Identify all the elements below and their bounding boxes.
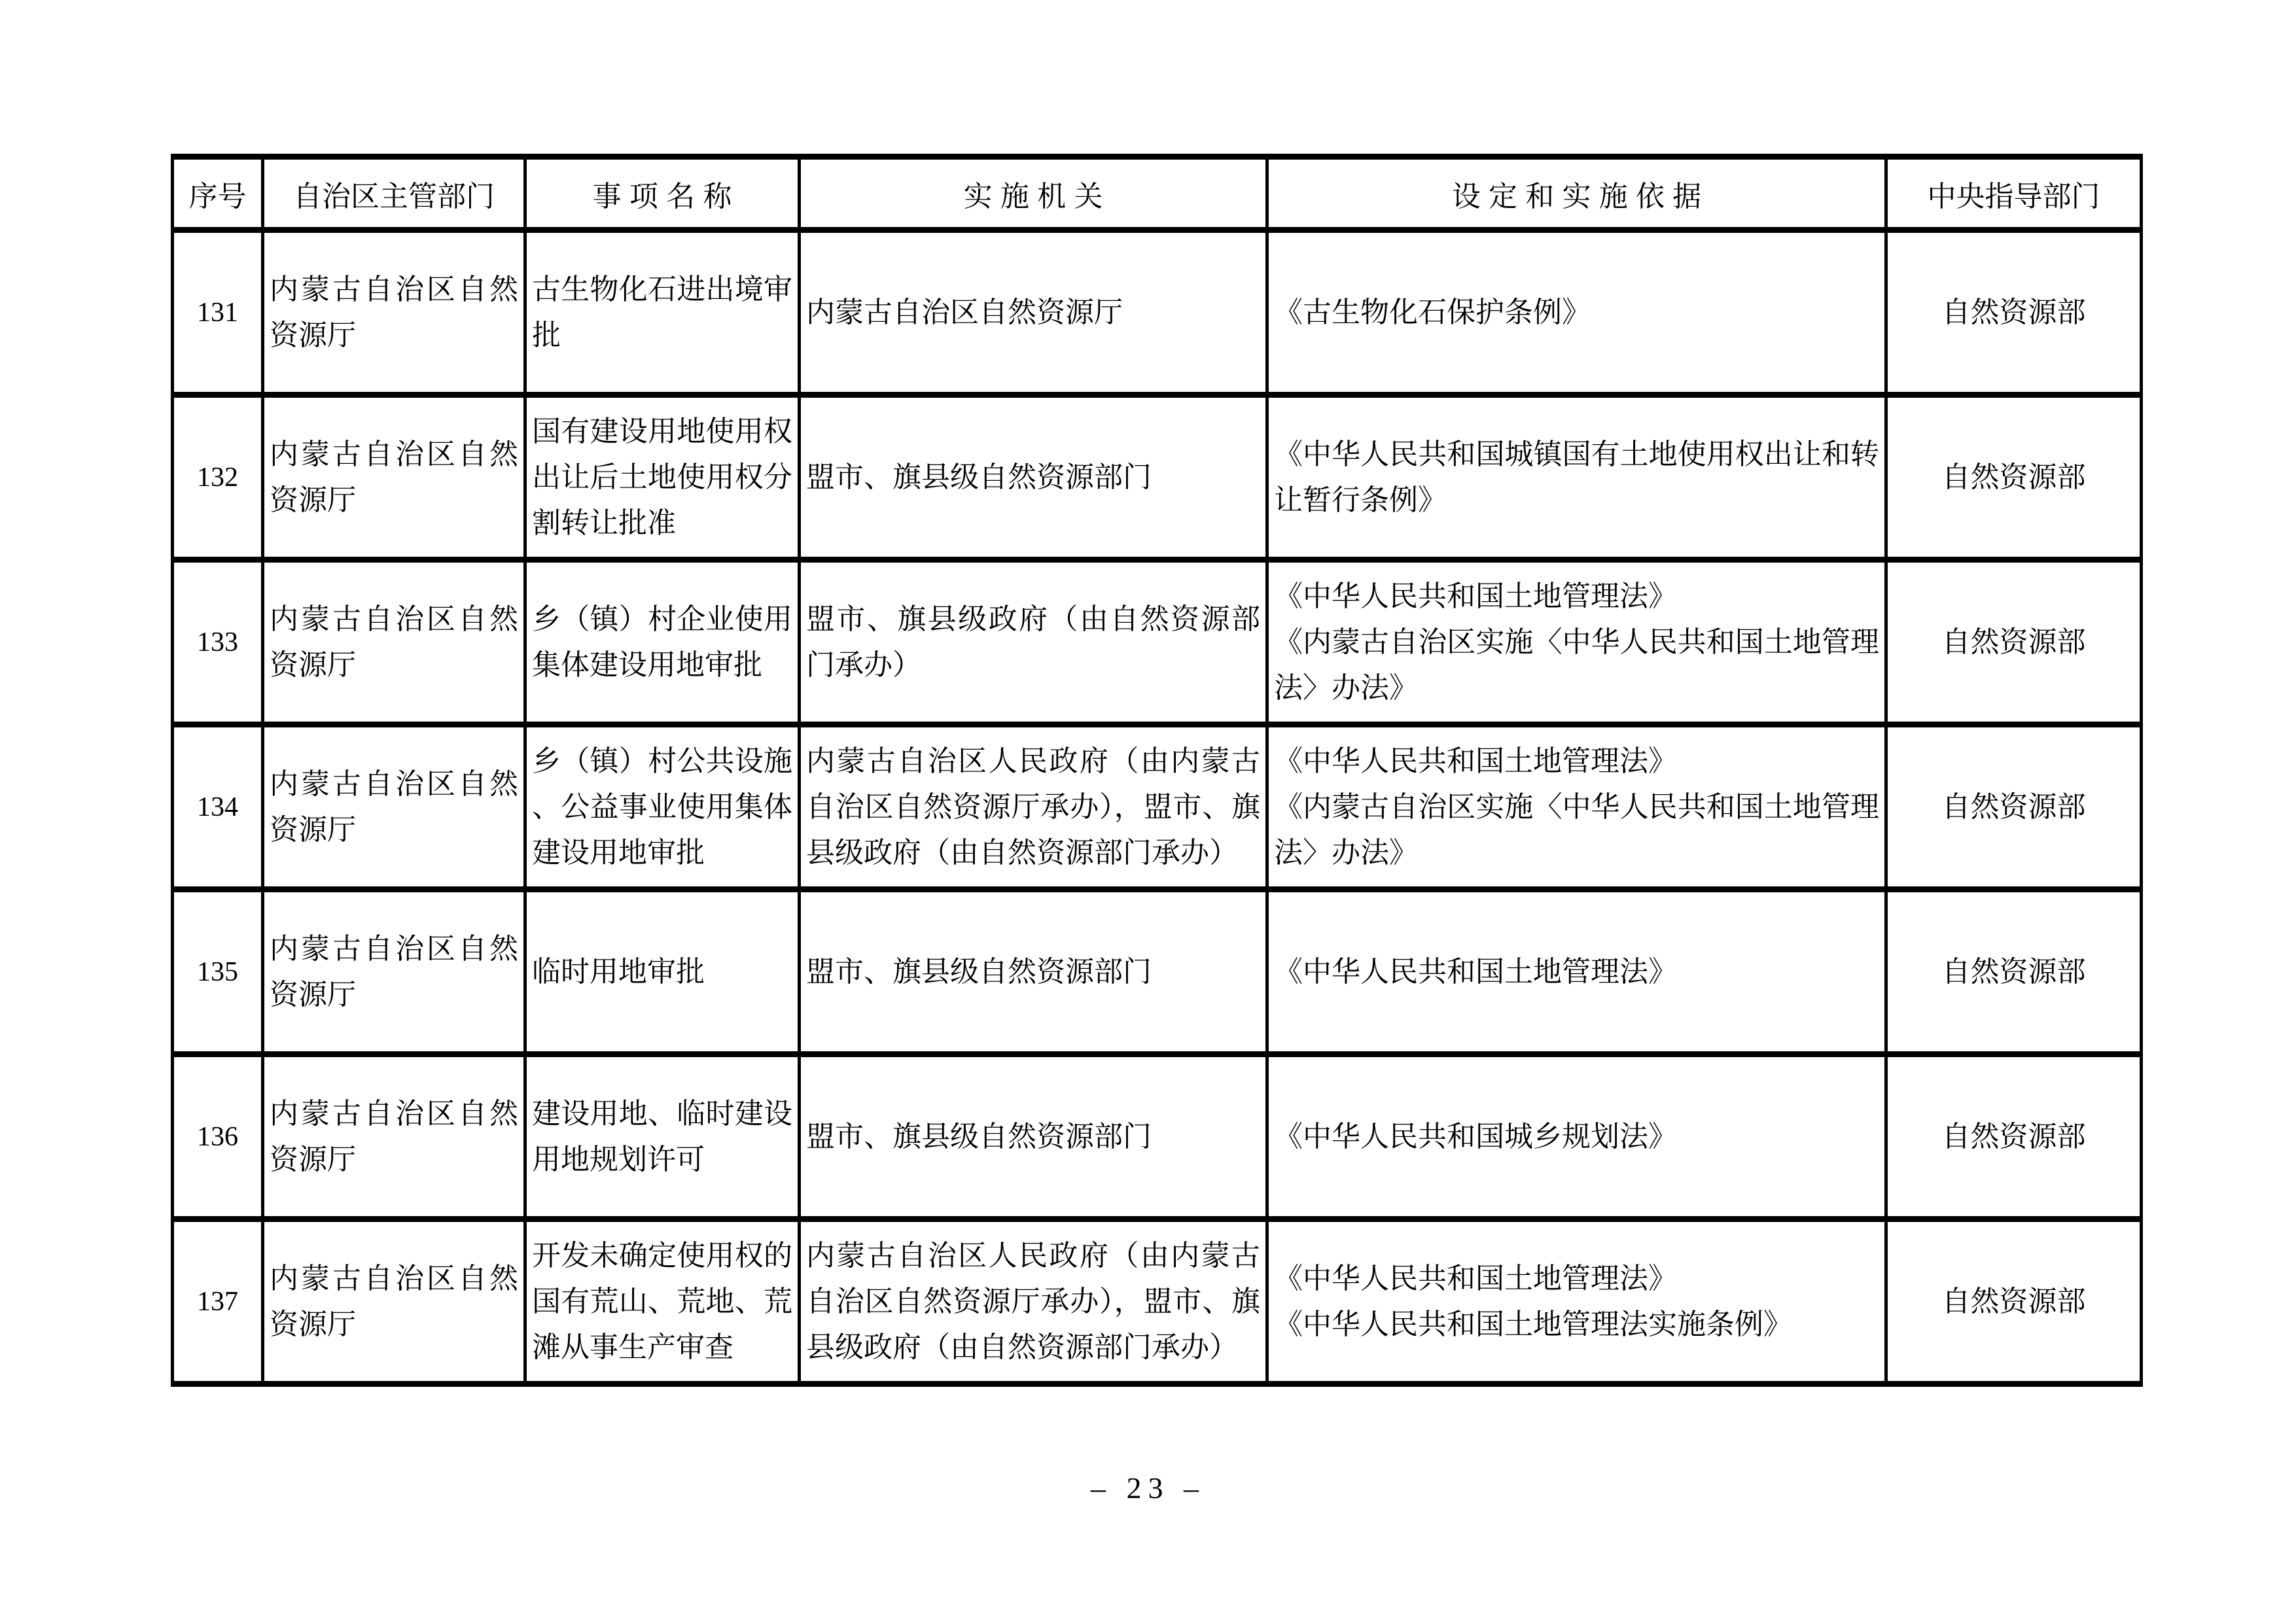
page-number: – 23 –	[1091, 1471, 1205, 1505]
agency-cell: 盟市、旗县级自然资源部门	[800, 395, 1267, 560]
table-row	[173, 1055, 2142, 1219]
basis-cell	[1267, 395, 1886, 560]
dept-cell: 内蒙古自治区自然资源厅	[263, 395, 525, 560]
item-cell: 开发未确定使用权的国有荒山、荒地、荒滩从事生产审查	[525, 1219, 800, 1384]
item-cell: 临时用地审批	[525, 890, 800, 1055]
item-cell: 乡（镇）村公共设施、公益事业使用集体建设用地审批	[525, 725, 800, 890]
basis-cell	[1267, 230, 1886, 395]
row-number: 133	[173, 560, 263, 725]
basis-cell	[1267, 1219, 1886, 1384]
dept-cell: 内蒙古自治区自然资源厅	[263, 1219, 525, 1384]
table-row	[173, 1219, 2142, 1384]
row-number: 135	[173, 890, 263, 1055]
basis-line: 《中华人民共和国土地管理法》	[1274, 955, 1677, 988]
table-row	[173, 395, 2142, 560]
central-dept-cell: 自然资源部	[1886, 1055, 2142, 1219]
header-cell-central: 中央指导部门	[1886, 157, 2142, 230]
central-dept-cell: 自然资源部	[1886, 725, 2142, 890]
basis-line: 《中华人民共和国城乡规划法》	[1274, 1120, 1677, 1153]
row-number: 136	[173, 1055, 263, 1219]
agency-cell: 盟市、旗县级自然资源部门	[800, 890, 1267, 1055]
dept-cell: 内蒙古自治区自然资源厅	[263, 1055, 525, 1219]
basis-cell	[1267, 1055, 1886, 1219]
dept-cell: 内蒙古自治区自然资源厅	[263, 230, 525, 395]
basis-cell	[1267, 560, 1886, 725]
row-number: 137	[173, 1219, 263, 1384]
basis-line: 《古生物化石保护条例》	[1274, 296, 1591, 328]
central-dept-cell: 自然资源部	[1886, 395, 2142, 560]
table-row	[173, 230, 2142, 395]
basis-line: 《内蒙古自治区实施〈中华人民共和国土地管理法〉办法》	[1274, 790, 1879, 869]
agency-cell: 盟市、旗县级政府（由自然资源部门承办）	[800, 560, 1267, 725]
header-cell-dept: 自治区主管部门	[263, 157, 525, 230]
item-cell: 乡（镇）村企业使用集体建设用地审批	[525, 560, 800, 725]
header-cell-basis: 设 定 和 实 施 依 据	[1267, 157, 1886, 230]
approval-items-table	[171, 154, 2143, 1387]
item-cell: 古生物化石进出境审批	[525, 230, 800, 395]
table-container	[171, 154, 2143, 1387]
basis-line: 《中华人民共和国土地管理法》	[1274, 744, 1677, 777]
central-dept-cell: 自然资源部	[1886, 890, 2142, 1055]
item-cell: 建设用地、临时建设用地规划许可	[525, 1055, 800, 1219]
central-dept-cell: 自然资源部	[1886, 230, 2142, 395]
header-cell-agency: 实 施 机 关	[800, 157, 1267, 230]
row-number: 134	[173, 725, 263, 890]
agency-cell: 内蒙古自治区人民政府（由内蒙古自治区自然资源厅承办），盟市、旗县级政府（由自然资源部门承办）	[800, 1219, 1267, 1384]
central-dept-cell: 自然资源部	[1886, 560, 2142, 725]
agency-cell: 盟市、旗县级自然资源部门	[800, 1055, 1267, 1219]
header-row	[173, 157, 2142, 230]
basis-line: 《内蒙古自治区实施〈中华人民共和国土地管理法〉办法》	[1274, 625, 1879, 704]
basis-cell	[1267, 725, 1886, 890]
table-row	[173, 725, 2142, 890]
agency-cell: 内蒙古自治区人民政府（由内蒙古自治区自然资源厅承办），盟市、旗县级政府（由自然资源部门承办）	[800, 725, 1267, 890]
header-cell-no: 序号	[173, 157, 263, 230]
basis-line: 《中华人民共和国土地管理法》	[1274, 1262, 1677, 1295]
dept-cell: 内蒙古自治区自然资源厅	[263, 725, 525, 890]
table-row	[173, 560, 2142, 725]
dept-cell: 内蒙古自治区自然资源厅	[263, 890, 525, 1055]
basis-line: 《中华人民共和国土地管理法》	[1274, 580, 1677, 612]
basis-line: 《中华人民共和国城镇国有土地使用权出让和转让暂行条例》	[1274, 438, 1879, 516]
row-number: 131	[173, 230, 263, 395]
central-dept-cell: 自然资源部	[1886, 1219, 2142, 1384]
table-row	[173, 890, 2142, 1055]
item-cell: 国有建设用地使用权出让后土地使用权分割转让批准	[525, 395, 800, 560]
row-number: 132	[173, 395, 263, 560]
basis-cell	[1267, 890, 1886, 1055]
dept-cell: 内蒙古自治区自然资源厅	[263, 560, 525, 725]
header-cell-item: 事 项 名 称	[525, 157, 800, 230]
agency-cell: 内蒙古自治区自然资源厅	[800, 230, 1267, 395]
basis-line: 《中华人民共和国土地管理法实施条例》	[1274, 1308, 1792, 1340]
